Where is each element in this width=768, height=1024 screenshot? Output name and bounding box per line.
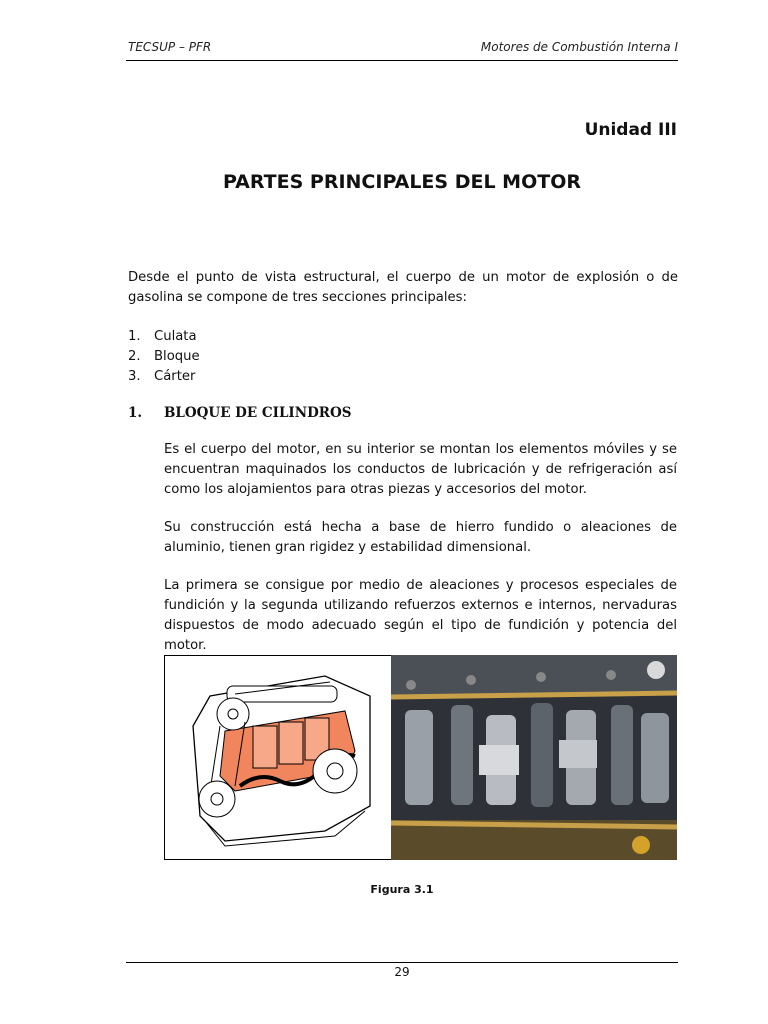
section-heading (128, 405, 352, 421)
section-number: 1. (128, 405, 143, 421)
list-item-number: 1. (128, 329, 141, 344)
page-title: PARTES PRINCIPALES DEL MOTOR (223, 171, 581, 193)
list-item-number: 2. (128, 349, 141, 364)
figure (164, 655, 677, 860)
section-title: BLOQUE DE CILINDROS (164, 405, 352, 421)
list-item-label: Cárter (154, 369, 196, 384)
section-paragraph-2: Su construcción está hecha a base de hierro fundido o aleaciones de aluminio, tienen gran rigidez y estabilidad dimensional. (164, 520, 677, 555)
unit-heading: Unidad III (584, 120, 677, 140)
list-item-label: Culata (154, 329, 197, 344)
list-item-label: Bloque (154, 349, 200, 364)
figure-caption: Figura 3.1 (370, 883, 434, 896)
page-number: 29 (394, 965, 410, 979)
list-item-number: 3. (128, 369, 141, 384)
list-item (128, 367, 200, 387)
sections-list (128, 327, 200, 387)
list-item (128, 327, 200, 347)
engine-block-photo (391, 655, 677, 860)
footer-rule (126, 962, 678, 963)
section-paragraph-1: Es el cuerpo del motor, en su interior se montan los elementos móviles y se encuentran maquinados los conductos de lubricación y de refrigeración así como los alojamientos para otras piezas y accesorios del motor. (164, 442, 677, 497)
header-left: TECSUP – PFR (128, 40, 212, 54)
header-right: Motores de Combustión Interna I (480, 40, 678, 54)
list-item (128, 347, 200, 367)
engine-diagram-illustration (164, 655, 392, 860)
header-rule (126, 60, 678, 61)
intro-paragraph: Desde el punto de vista estructural, el cuerpo de un motor de explosión o de gasolina se compone de tres secciones principales: (128, 270, 678, 305)
section-paragraph-3: La primera se consigue por medio de aleaciones y procesos especiales de fundición y la segunda utilizando refuerzos externos e internos, nervaduras dispuestos de modo adecuado según el tipo de fundición y potencia del motor. (164, 578, 677, 653)
